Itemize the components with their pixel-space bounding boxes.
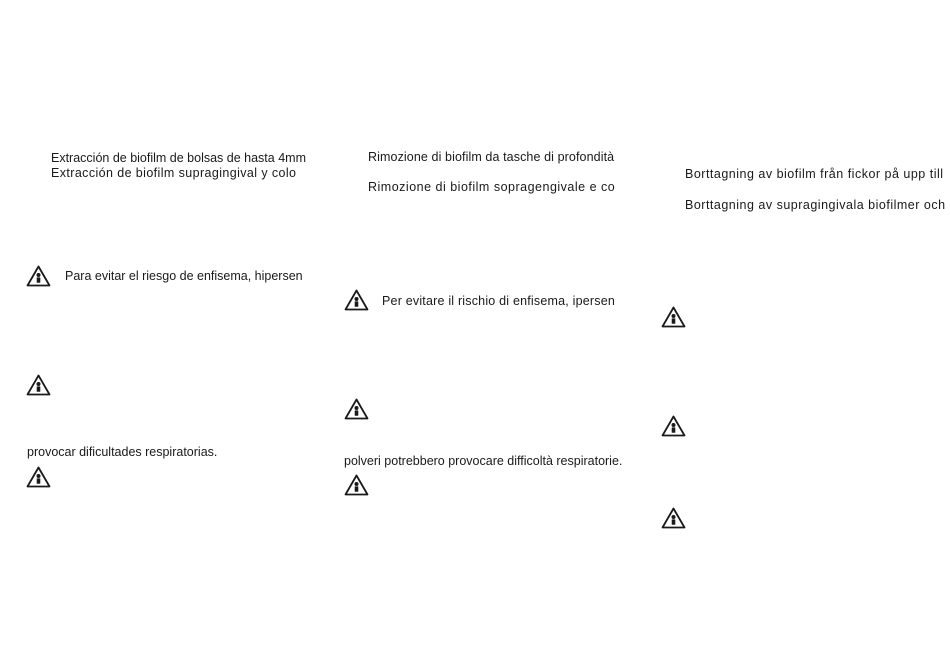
warning-person-icon xyxy=(344,474,369,496)
warning-person-icon xyxy=(344,398,369,420)
sv-line-1: Borttagning av biofilm från fickor på upp till xyxy=(685,167,944,181)
es-warning-text: Para evitar el riesgo de enfisema, hipersen xyxy=(65,269,303,283)
it-line-2: Rimozione di biofilm sopragengivale e co xyxy=(368,180,616,194)
warning-person-icon xyxy=(26,466,51,488)
es-footer-text: provocar dificultades respiratorias. xyxy=(27,445,218,459)
warning-person-icon xyxy=(26,265,51,287)
es-line-2: Extracción de biofilm supragingival y colo xyxy=(51,166,297,180)
sv-line-2: Borttagning av supragingivala biofilmer och xyxy=(685,198,946,212)
warning-person-icon xyxy=(661,507,686,529)
it-footer-text: polveri potrebbero provocare difficoltà respiratorie. xyxy=(344,454,623,468)
warning-person-icon xyxy=(344,289,369,311)
it-warning-text: Per evitare il rischio di enfisema, ipersen xyxy=(382,294,616,308)
warning-person-icon xyxy=(26,374,51,396)
warning-person-icon xyxy=(661,306,686,328)
es-line-1: Extracción de biofilm de bolsas de hasta 4mm xyxy=(51,151,306,165)
warning-person-icon xyxy=(661,415,686,437)
it-line-1: Rimozione di biofilm da tasche di profondità xyxy=(368,150,615,164)
